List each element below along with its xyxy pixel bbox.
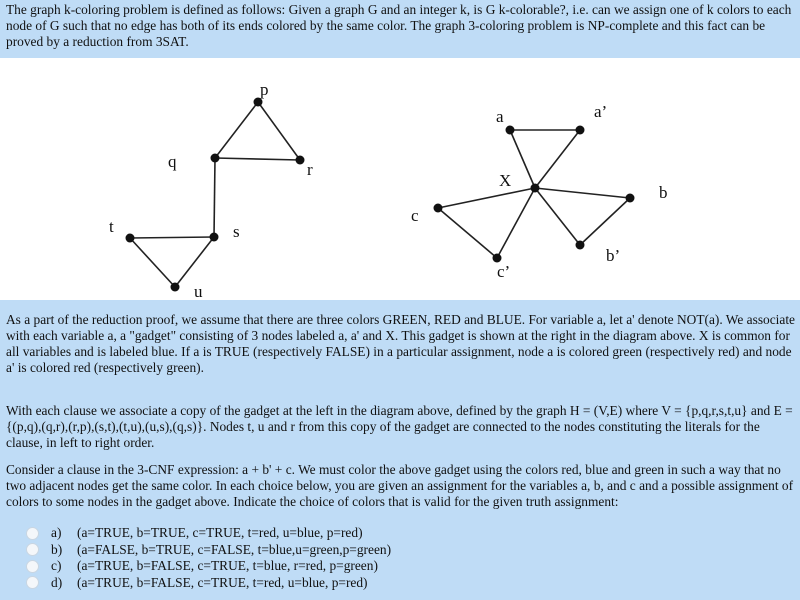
choice-letter: a) [51,525,62,541]
node-label-p: p [260,80,269,99]
radio-button[interactable] [26,576,39,589]
clause-gadget-paragraph: With each clause we associate a copy of the gadget at the left in the diagram above, defined by the graph H = (V,E) where V = {p,q,r,s,t,u} and E = {(p,q),(q,r),(r,p),(s,t),(t,u),(u,s),(q,s)}. Nodes t, u and r from this copy of the gadget are connected to the nodes constituting the literals for the clause, in left to right order. [6,403,793,450]
choice-letter: b) [51,541,63,557]
choice-text: (a=FALSE, b=TRUE, c=FALSE, t=blue,u=green,p=green) [77,541,392,557]
left-gadget-edges [130,102,300,287]
question-paragraph: Consider a clause in the 3-CNF expression: a + b' + c. We must color the above gadget using the colors red, blue and green in such a way that no two adjacent nodes get the same color. In each choice below, you are given an assignment for the variables a, b, and c and a possible assignment of colors to some nodes in the gadget above. Indicate the choice of colors that is valid for the given truth assignment: [6,462,794,509]
node-label-a: a [496,107,504,126]
choice-text: (a=TRUE, b=TRUE, c=TRUE, t=red, u=blue, p=red) [77,525,363,541]
node-label-q: q [168,152,177,171]
radio-button[interactable] [26,543,39,556]
choice-text: (a=TRUE, b=FALSE, c=TRUE, t=blue, r=red, p=green) [77,558,378,574]
choice-c[interactable] [26,558,391,575]
radio-button[interactable] [26,527,39,540]
right-gadget-edges [438,130,630,258]
node-label-t: t [109,217,114,236]
node-label-a-prime: a’ [594,102,608,121]
reduction-paragraph: As a part of the reduction proof, we assume that there are three colors GREEN, RED and BLUE. For variable a, let a' denote NOT(a). We associate with each variable a, a "gadget" consisting of 3 nodes labeled a, a' and X. This gadget is shown at the right in the diagram above. X is common for all variables and is labeled blue. If a is TRUE (respectively FALSE) in a particular assignment, node a is colored green (respectively red) and node a' is colored red (respectively green). [6,312,796,375]
node-label-s: s [233,222,240,241]
choice-b[interactable] [26,542,391,559]
node-label-b: b [659,183,668,202]
answer-choices [26,525,391,591]
choice-d[interactable] [26,575,391,592]
choice-a[interactable] [26,525,391,542]
radio-button[interactable] [26,560,39,573]
choice-text: (a=TRUE, b=FALSE, c=TRUE, t=red, u=blue, p=red) [77,574,368,590]
node-label-x: X [499,171,512,190]
node-label-b-prime: b’ [606,246,621,265]
choice-letter: c) [51,558,62,574]
node-label-c: c [411,206,419,225]
graph-diagram [0,58,800,300]
right-gadget-nodes [434,126,635,263]
node-label-c-prime: c’ [497,262,511,281]
problem-intro: The graph k-coloring problem is defined as follows: Given a graph G and an integer k, is G k-colorable?, i.e. can we assign one of k colors to each node of G such that no edge has both of its ends colored by the same color. The graph 3-coloring problem is NP-complete and this fact can be proved by a reduction from 3SAT. [6,2,792,49]
node-label-r: r [307,160,313,179]
choice-letter: d) [51,574,63,590]
node-label-u: u [194,282,203,300]
graph-svg [0,58,800,300]
